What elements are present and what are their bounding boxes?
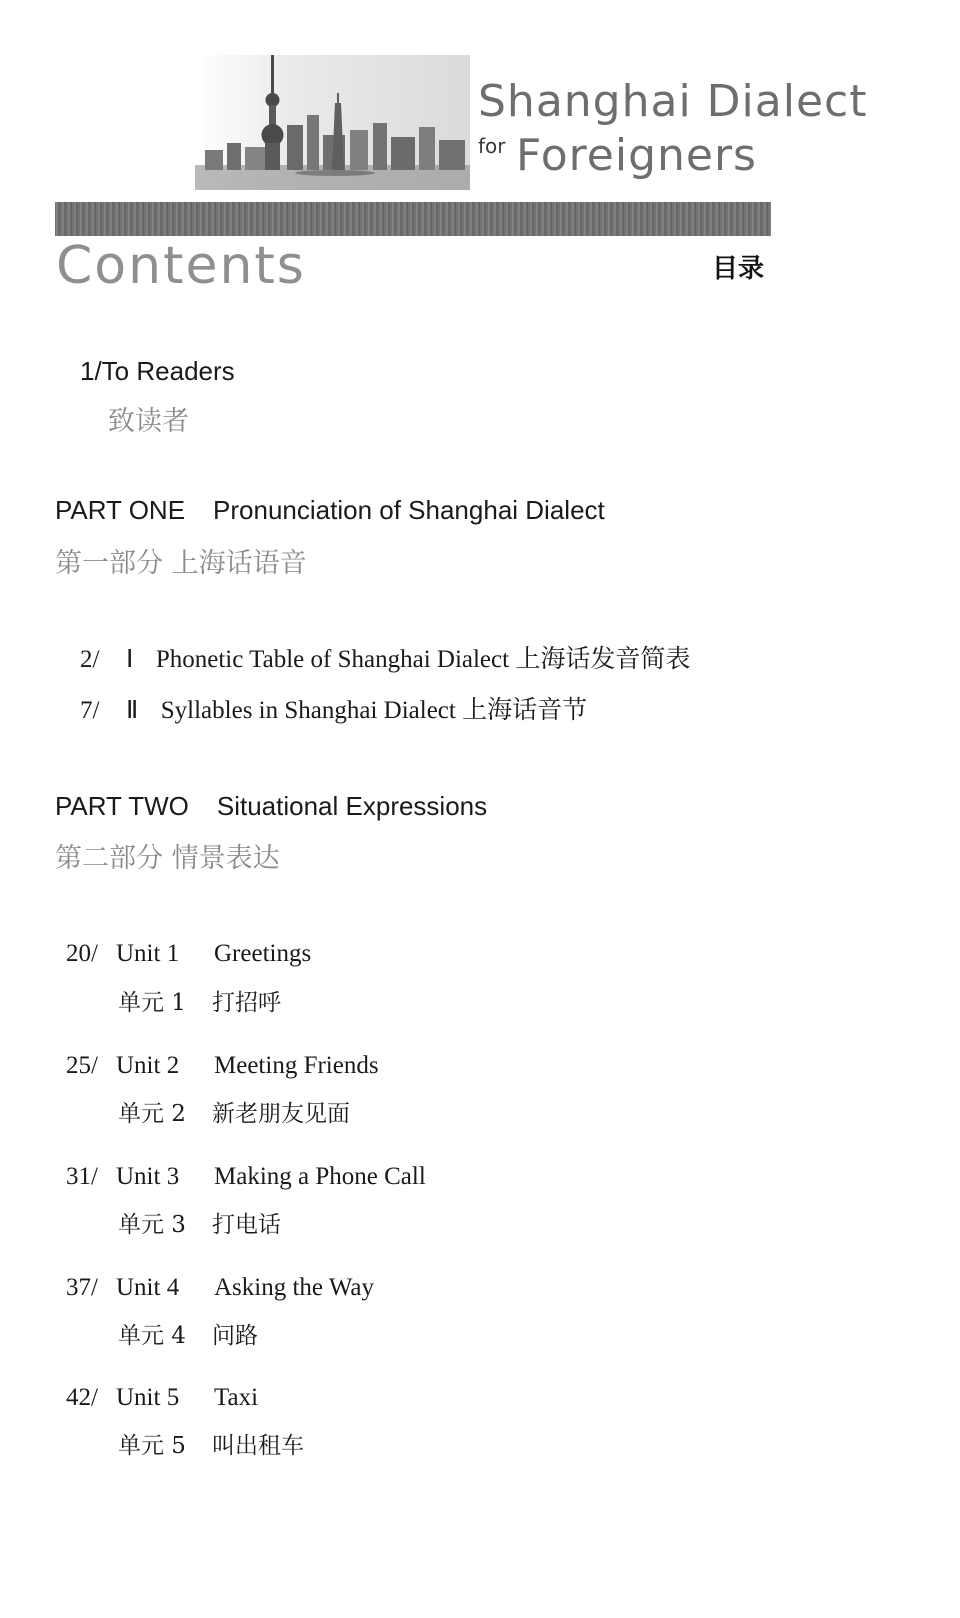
roman-numeral: Ⅰ xyxy=(125,646,134,673)
unit-label-cn: 单元 5 xyxy=(118,1433,186,1459)
toc-entry-unit-3 xyxy=(66,1164,426,1189)
unit-label: Unit 1 xyxy=(116,940,180,967)
part-one-heading xyxy=(55,497,605,523)
unit-title: Meeting Friends xyxy=(214,1052,379,1079)
book-title-line2: Foreigners xyxy=(516,130,757,181)
unit-label: Unit 5 xyxy=(116,1384,180,1411)
unit-label-cn: 单元 2 xyxy=(118,1101,186,1127)
toc-entry-unit-5 xyxy=(66,1385,258,1410)
toc-entry-to-readers-cn: 致读者 xyxy=(108,406,189,437)
part-two-heading-cn: 第二部分 情景表达 xyxy=(55,843,280,874)
unit-title: Asking the Way xyxy=(214,1274,375,1301)
entry-title: Syllables in Shanghai Dialect xyxy=(160,697,456,724)
part-one-title: Pronunciation of Shanghai Dialect xyxy=(213,495,605,525)
book-title-line1: Shanghai Dialect xyxy=(478,76,868,127)
page-number: 20/ xyxy=(66,940,98,967)
unit-title-cn: 打招呼 xyxy=(212,990,281,1016)
toc-entry-unit-2-cn xyxy=(118,1103,350,1126)
page-number: 7/ xyxy=(80,697,100,724)
unit-title-cn: 新老朋友见面 xyxy=(212,1101,350,1127)
contents-heading: Contents xyxy=(56,236,306,296)
unit-label-cn: 单元 4 xyxy=(118,1323,186,1349)
unit-label: Unit 4 xyxy=(116,1274,180,1301)
header-divider-bar xyxy=(55,202,771,236)
toc-entry-unit-1 xyxy=(66,941,311,966)
toc-entry-unit-4-cn xyxy=(118,1325,258,1348)
page-number: 37/ xyxy=(66,1274,98,1301)
page-number: 31/ xyxy=(66,1163,98,1190)
page-number: 42/ xyxy=(66,1384,98,1411)
unit-title-cn: 叫出租车 xyxy=(212,1433,304,1459)
contents-heading-cn: 目录 xyxy=(712,254,765,284)
unit-label-cn: 单元 1 xyxy=(118,990,186,1016)
page-number: 2/ xyxy=(80,646,100,673)
entry-title: Phonetic Table of Shanghai Dialect xyxy=(155,646,510,673)
shanghai-skyline-image xyxy=(195,55,470,190)
part-one-heading-cn: 第一部分 上海话语音 xyxy=(55,548,307,579)
part-two-title: Situational Expressions xyxy=(216,791,488,821)
unit-label-cn: 单元 3 xyxy=(118,1212,186,1238)
entry-title-cn: 上海话发音简表 xyxy=(515,644,691,673)
toc-entry-unit-1-cn xyxy=(118,992,281,1015)
unit-label: Unit 3 xyxy=(116,1163,180,1190)
toc-entry-syllables xyxy=(80,697,587,723)
toc-entry-unit-5-cn xyxy=(118,1435,304,1458)
toc-entry-phonetic-table xyxy=(80,646,690,672)
roman-numeral: Ⅱ xyxy=(125,697,139,724)
unit-title: Greetings xyxy=(214,940,312,967)
unit-title: Taxi xyxy=(214,1384,259,1411)
toc-entry-to-readers: 1/To Readers xyxy=(80,356,235,386)
page-number: 25/ xyxy=(66,1052,98,1079)
toc-entry-unit-3-cn xyxy=(118,1214,281,1237)
unit-title-cn: 问路 xyxy=(212,1323,258,1349)
unit-title: Making a Phone Call xyxy=(214,1163,426,1190)
part-two-heading xyxy=(55,793,487,819)
part-one-label: PART ONE xyxy=(55,495,186,525)
book-title-for: for xyxy=(478,134,506,158)
toc-entry-unit-2 xyxy=(66,1053,379,1078)
part-two-label: PART TWO xyxy=(55,791,189,821)
unit-title-cn: 打电话 xyxy=(212,1212,281,1238)
unit-label: Unit 2 xyxy=(116,1052,180,1079)
toc-entry-unit-4 xyxy=(66,1275,374,1300)
entry-title-cn: 上海话音节 xyxy=(462,695,588,724)
